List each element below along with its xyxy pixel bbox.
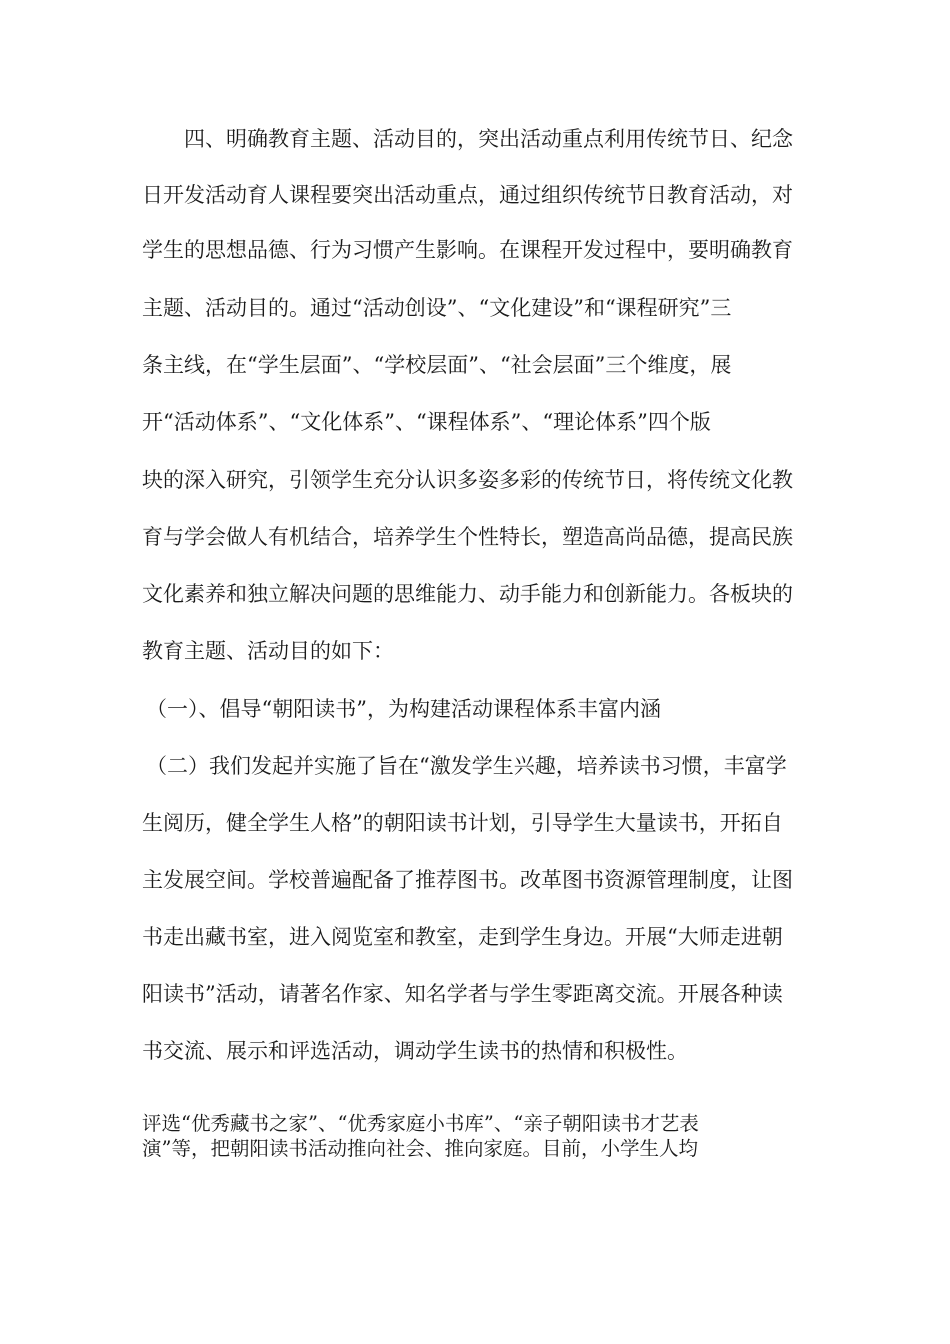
section-heading-one: （一）、倡导“朝阳读书”，为构建活动课程体系丰富内涵 bbox=[146, 697, 661, 721]
paragraph-line: 评选“优秀藏书之家”、“优秀家庭小书库”、“亲子朝阳读书才艺表 bbox=[142, 1112, 699, 1135]
paragraph-line: 主发展空间。学校普遍配备了推荐图书。改革图书资源管理制度，让图 bbox=[142, 868, 793, 892]
paragraph-line: 条主线，在“学生层面”、“学校层面”、“社会层面”三个维度，展 bbox=[142, 353, 732, 377]
paragraph-line: 文化素养和独立解决问题的思维能力、动手能力和创新能力。各板块的 bbox=[142, 582, 793, 606]
paragraph-line: 演”等，把朝阳读书活动推向社会、推向家庭。目前，小学生人均 bbox=[142, 1137, 698, 1160]
paragraph-line: 书交流、展示和评选活动，调动学生读书的热情和积极性。 bbox=[142, 1039, 688, 1063]
paragraph-line: 主题、活动目的。通过“活动创设”、“文化建设”和“课程研究”三 bbox=[142, 296, 732, 320]
paragraph-line: 阳读书”活动，请著名作家、知名学者与学生零距离交流。开展各种读 bbox=[142, 982, 783, 1006]
paragraph-line: 四、明确教育主题、活动目的，突出活动重点利用传统节日、纪念 bbox=[184, 127, 793, 151]
paragraph-line: 日开发活动育人课程要突出活动重点，通过组织传统节日教育活动，对 bbox=[142, 183, 793, 207]
paragraph-line: 教育主题、活动目的如下： bbox=[142, 639, 394, 663]
paragraph-line: 书走出藏书室，进入阅览室和教室，走到学生身边。开展“大师走进朝 bbox=[142, 925, 783, 949]
paragraph-line: 生阅历，健全学生人格”的朝阳读书计划，引导学生大量读书，开拓自 bbox=[142, 811, 783, 835]
paragraph-line: 开“活动体系”、“文化体系”、“课程体系”、“理论体系”四个版 bbox=[142, 410, 711, 434]
paragraph-line: 学生的思想品德、行为习惯产生影响。在课程开发过程中，要明确教育 bbox=[142, 238, 793, 262]
paragraph-line: 块的深入研究，引领学生充分认识多姿多彩的传统节日，将传统文化教 bbox=[142, 468, 793, 492]
paragraph-line: 育与学会做人有机结合，培养学生个性特长，塑造高尚品德，提高民族 bbox=[142, 525, 793, 549]
paragraph-line: （二）我们发起并实施了旨在“激发学生兴趣，培养读书习惯，丰富学 bbox=[146, 754, 787, 778]
